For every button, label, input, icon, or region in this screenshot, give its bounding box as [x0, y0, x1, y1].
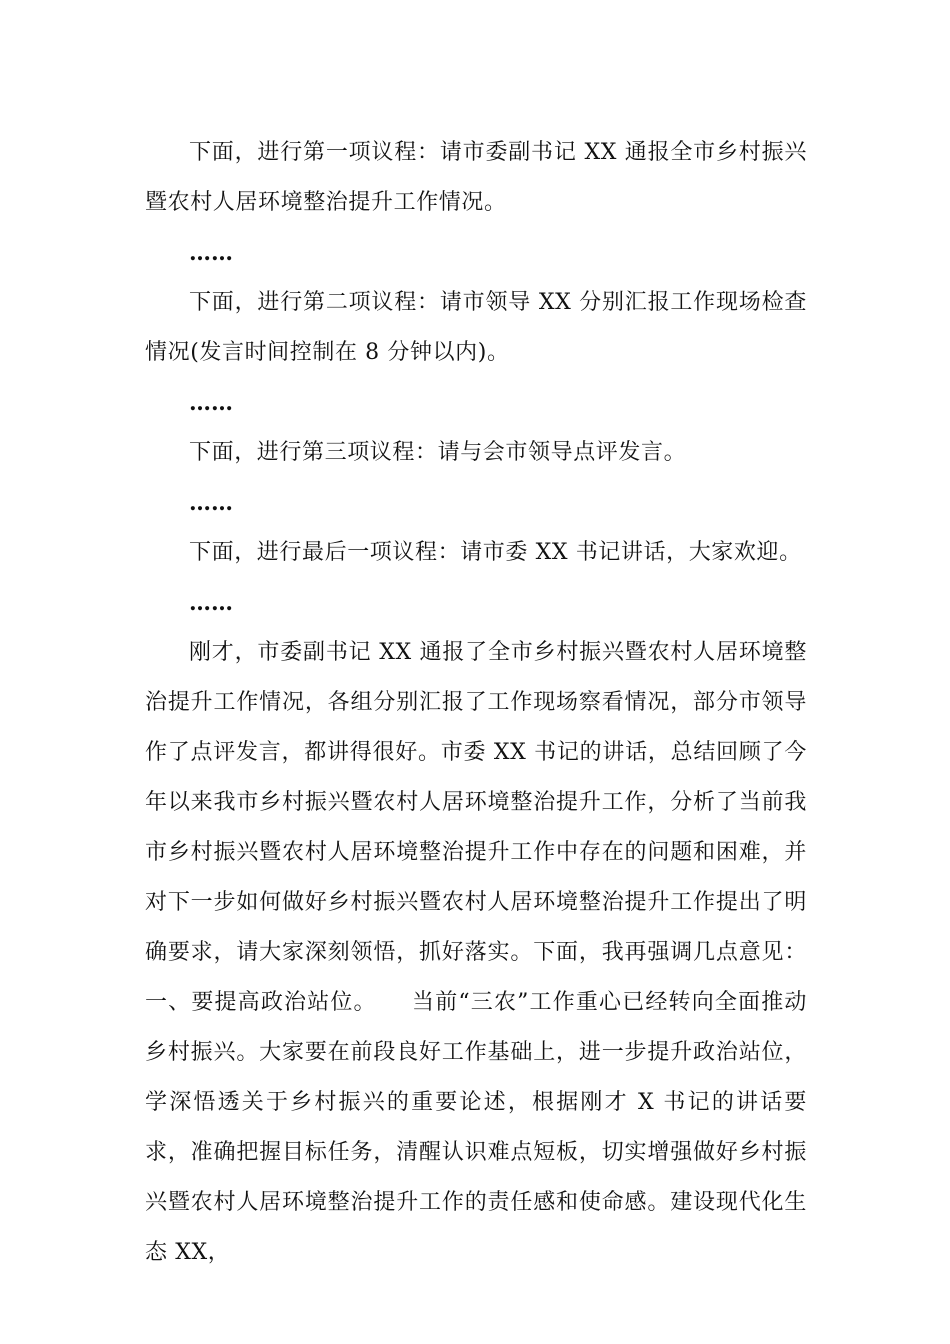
paragraph-summary: 刚才，市委副书记 XX 通报了全市乡村振兴暨农村人居环境整治提升工作情况，各组分别汇报了工作现场察看情况，部分市领导作了点评发言，都讲得很好。市委 XX 书记的讲话，总结回顾了今年以来我市乡村振兴暨农村人居环境整治提升工作，分析了当前我市乡村振兴暨农村人居环境整治提升工作中存在的问题和困难，并对下一步如何做好乡村振兴暨农村人居环境整治提升工作提出了明确要求，请大家深刻领悟，抓好落实。下面，我再强调几点意见：一、要提高政治站位。 当前“三农”工作重心已经转向全面推动乡村振兴。大家要在前段良好工作基础上，进一步提升政治站位，学深悟透关于乡村振兴的重要论述，根据刚才 X 书记的讲话要求，准确把握目标任务，清醒认识难点短板，切实增强做好乡村振兴暨农村人居环境整治提升工作的责任感和使命感。建设现代化生态 XX，: [145, 640, 807, 1265]
ellipsis-1: ……: [189, 240, 233, 266]
paragraph-agenda-1: 下面，进行第一项议程：请市委副书记 XX 通报全市乡村振兴暨农村人居环境整治提升工作情况。: [145, 140, 807, 215]
ellipsis-3: ……: [189, 490, 233, 516]
ellipsis-2: ……: [189, 390, 233, 416]
document-body: [145, 128, 807, 1278]
paragraph-agenda-3: 下面，进行第三项议程：请与会市领导点评发言。: [189, 440, 687, 465]
paragraph-agenda-2: 下面，进行第二项议程：请市领导 XX 分别汇报工作现场检查情况(发言时间控制在 8 分钟以内)。: [145, 290, 807, 365]
ellipsis-4: ……: [189, 590, 233, 616]
paragraph-agenda-4: 下面，进行最后一项议程：请市委 XX 书记讲话，大家欢迎。: [189, 540, 802, 565]
